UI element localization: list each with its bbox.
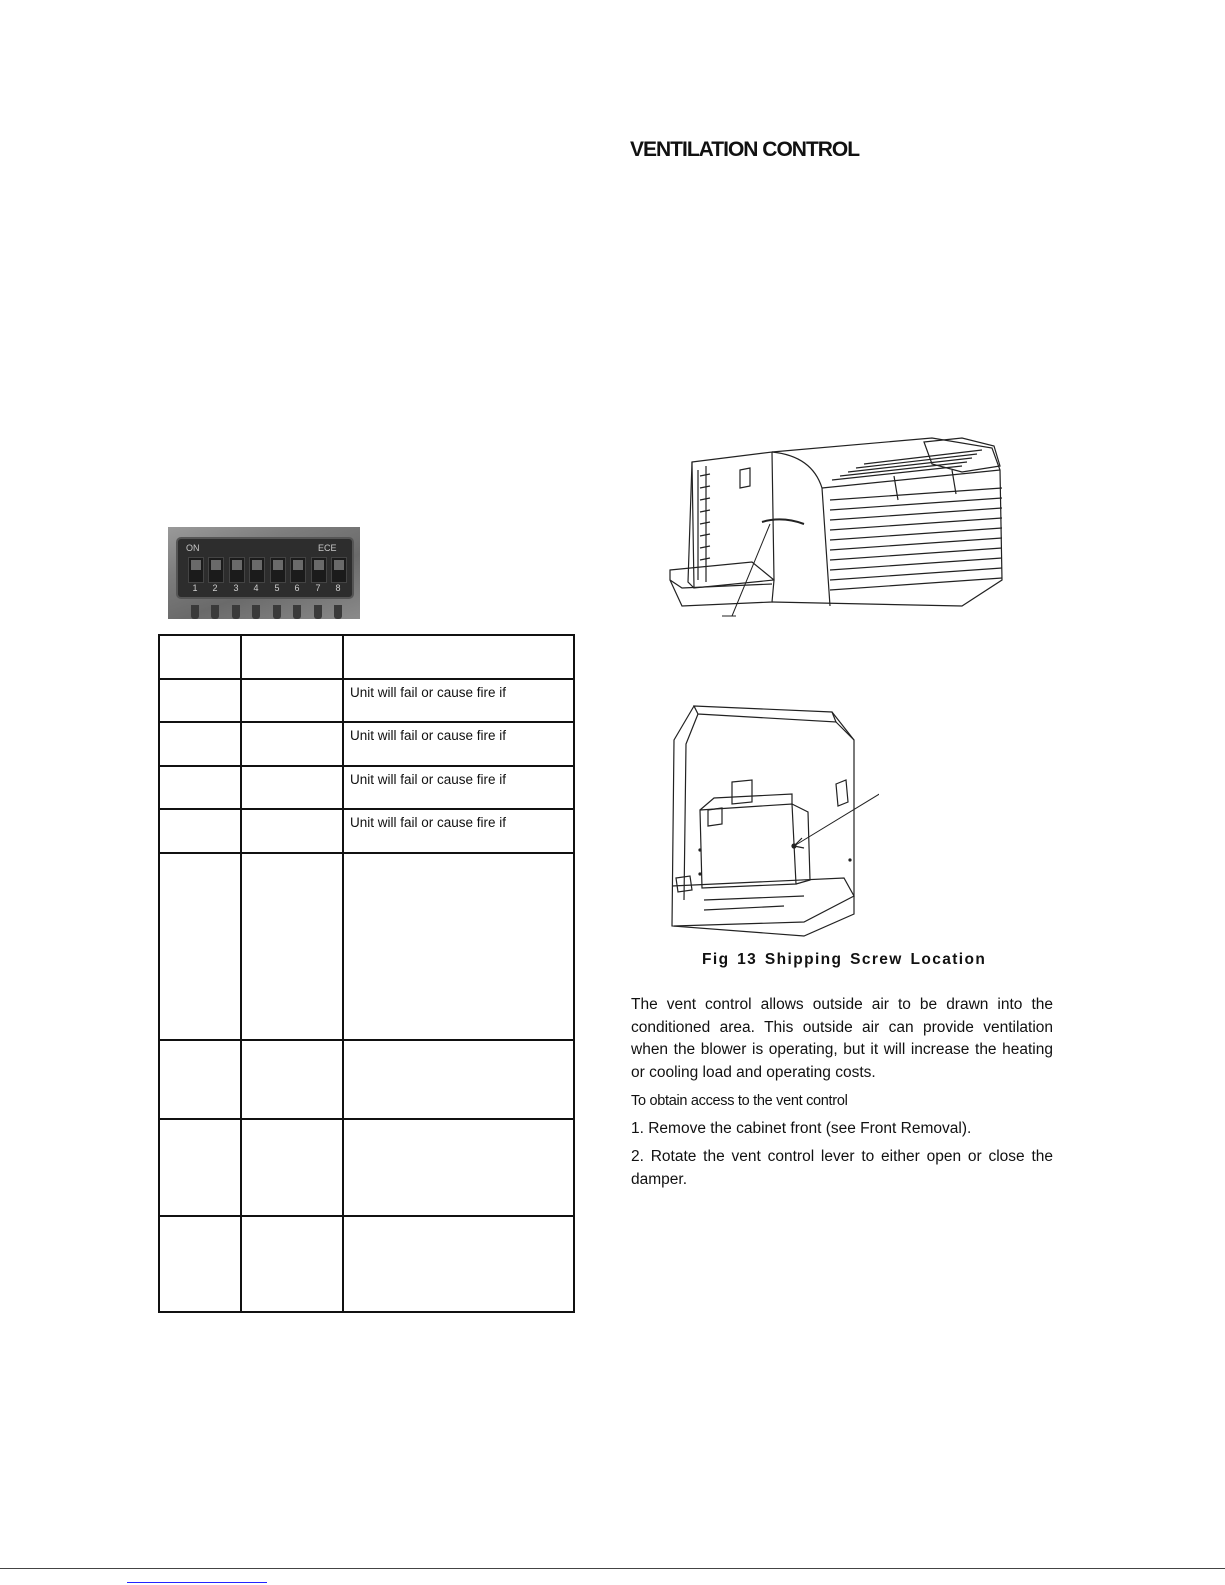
dip-position-number: 1 bbox=[192, 583, 198, 593]
dip-position-number: 7 bbox=[315, 583, 321, 593]
table-cell bbox=[343, 722, 574, 766]
figure-caption: Fig 13 Shipping Screw Location bbox=[702, 951, 987, 968]
table-cell bbox=[159, 766, 241, 809]
cell-text bbox=[344, 1120, 573, 1125]
cell-text bbox=[160, 1217, 240, 1222]
dip-switch-lever bbox=[290, 557, 306, 583]
table-cell bbox=[343, 1040, 574, 1119]
vent-description-paragraph: The vent control allows outside air to be drawn into the conditioned area. This outside air can provide ventilation when the blower is operating, but it will increase the heating or cooling load and operating costs. bbox=[631, 996, 1053, 1081]
step-2-text: 2. Rotate the vent control lever to either open or close the damper. bbox=[631, 1148, 1053, 1188]
table-cell bbox=[241, 679, 343, 722]
cell-text bbox=[242, 1041, 342, 1046]
cell-text bbox=[160, 680, 240, 685]
cell-text: Unit will fail or cause fire if bbox=[350, 815, 507, 830]
cell-text bbox=[160, 636, 240, 641]
cell-text bbox=[160, 810, 240, 815]
cell-text: Unit will fail or cause fire if bbox=[350, 772, 507, 787]
dip-on-label: ON bbox=[186, 543, 200, 553]
ventilation-control-heading: VENTILATION CONTROL bbox=[630, 138, 860, 161]
table-cell bbox=[343, 1216, 574, 1312]
table-cell bbox=[343, 679, 574, 722]
table-cell bbox=[343, 809, 574, 853]
cell-text bbox=[242, 854, 342, 859]
cell-text bbox=[242, 723, 342, 728]
cell-text bbox=[242, 1120, 342, 1125]
cell-text bbox=[160, 854, 240, 859]
cell-text bbox=[160, 723, 240, 728]
dip-ece-label: ECE bbox=[318, 543, 337, 553]
chassis-illustration bbox=[664, 700, 879, 938]
table-cell bbox=[241, 853, 343, 1040]
dip-position-number: 2 bbox=[212, 583, 218, 593]
dip-position-number: 5 bbox=[274, 583, 280, 593]
dip-switch-photo bbox=[168, 527, 360, 619]
dip-switch-lever bbox=[229, 557, 245, 583]
table-row bbox=[159, 1119, 574, 1216]
table-cell bbox=[159, 1119, 241, 1216]
dip-switch-block bbox=[178, 539, 352, 597]
table-cell bbox=[241, 766, 343, 809]
dip-position-number: 8 bbox=[335, 583, 341, 593]
dip-switch-lever bbox=[208, 557, 224, 583]
table-cell bbox=[159, 853, 241, 1040]
unit-illustration bbox=[662, 430, 1007, 620]
cell-text bbox=[242, 1217, 342, 1222]
dip-switch-lever bbox=[331, 557, 347, 583]
table-cell bbox=[343, 1119, 574, 1216]
table-row bbox=[159, 635, 574, 679]
table-cell bbox=[343, 766, 574, 809]
table-row bbox=[159, 766, 574, 809]
table-cell bbox=[159, 722, 241, 766]
table-cell bbox=[159, 679, 241, 722]
cell-text bbox=[160, 1120, 240, 1125]
footer-link-underline bbox=[127, 1568, 267, 1583]
table-cell bbox=[241, 1216, 343, 1312]
dip-position-number: 6 bbox=[294, 583, 300, 593]
step-1-text: 1. Remove the cabinet front (see Front Removal). bbox=[631, 1120, 972, 1137]
dip-switch-lever bbox=[311, 557, 327, 583]
cell-text bbox=[344, 636, 573, 641]
dip-position-number: 3 bbox=[233, 583, 239, 593]
access-intro-text: To obtain access to the vent control bbox=[631, 1093, 848, 1109]
cell-text bbox=[242, 767, 342, 772]
dip-switch-lever bbox=[188, 557, 204, 583]
cell-text bbox=[344, 854, 573, 859]
table-row bbox=[159, 722, 574, 766]
cell-text bbox=[344, 1217, 573, 1222]
cell-text bbox=[160, 1041, 240, 1046]
cell-text bbox=[344, 1041, 573, 1046]
table-row bbox=[159, 1040, 574, 1119]
table-cell bbox=[343, 853, 574, 1040]
dip-settings-table bbox=[158, 634, 575, 1313]
cell-text bbox=[242, 636, 342, 641]
cell-text: Unit will fail or cause fire if bbox=[350, 685, 507, 700]
table-cell bbox=[159, 809, 241, 853]
table-cell bbox=[241, 1040, 343, 1119]
table-cell bbox=[159, 1216, 241, 1312]
cell-text bbox=[242, 810, 342, 815]
table-cell bbox=[343, 635, 574, 679]
cell-text bbox=[242, 680, 342, 685]
table-cell bbox=[159, 635, 241, 679]
table-cell bbox=[241, 809, 343, 853]
table-cell bbox=[241, 1119, 343, 1216]
cell-text: Unit will fail or cause fire if bbox=[350, 728, 507, 743]
table-cell bbox=[241, 635, 343, 679]
cell-text bbox=[160, 767, 240, 772]
table-row bbox=[159, 853, 574, 1040]
table-row bbox=[159, 1216, 574, 1312]
dip-position-number: 4 bbox=[253, 583, 259, 593]
dip-switch-lever bbox=[270, 557, 286, 583]
table-row bbox=[159, 809, 574, 853]
table-cell bbox=[159, 1040, 241, 1119]
table-row bbox=[159, 679, 574, 722]
table-cell bbox=[241, 722, 343, 766]
dip-switch-lever bbox=[249, 557, 265, 583]
